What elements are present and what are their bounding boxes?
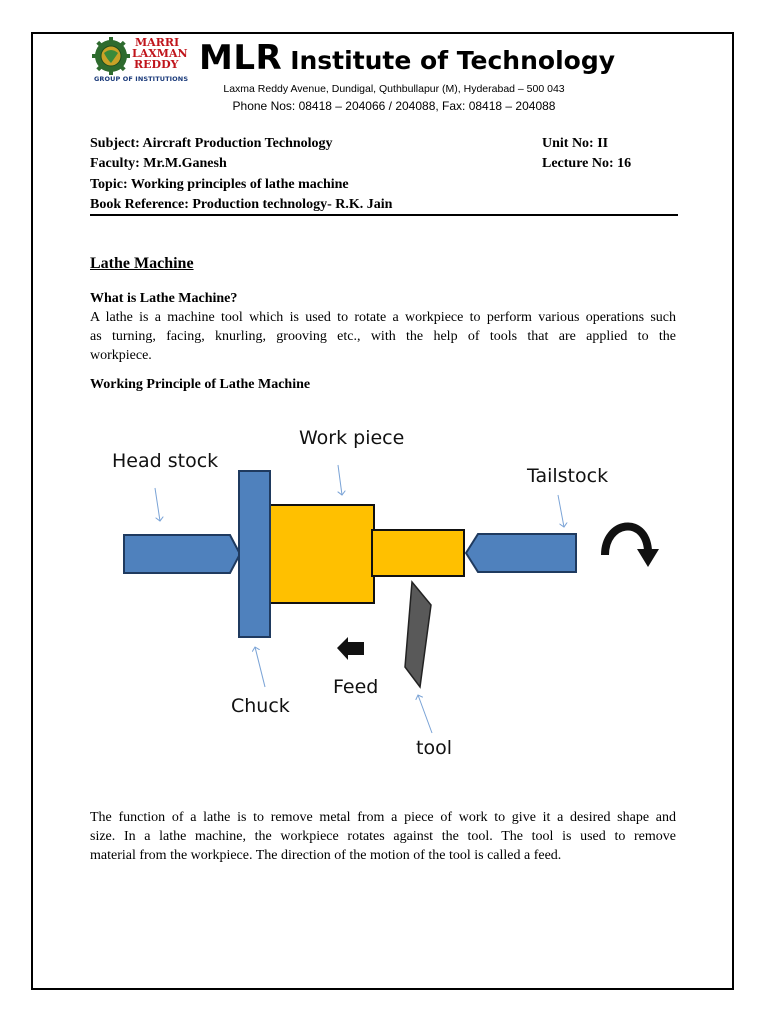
unit-line: Unit No: II [542, 136, 609, 151]
paragraph-line: as turning, facing, knurling, grooving etc., with the help of tools that are applied to the [90, 329, 676, 344]
label-tailstock: Tailstock [527, 465, 609, 487]
workpiece-large [268, 505, 374, 603]
faculty-line: Faculty: Mr.M.Ganesh [90, 156, 227, 171]
workpiece-pointer [338, 465, 342, 495]
tailstock [466, 534, 576, 572]
section-title: Lathe Machine [90, 255, 194, 272]
logo-group-text: GROUP OF INSTITUTIONS [94, 75, 189, 83]
cutting-tool [405, 582, 431, 687]
subject-line: Subject: Aircraft Production Technology [90, 136, 333, 151]
institute-name [199, 38, 615, 78]
working-principle-heading: Working Principle of Lathe Machine [90, 377, 311, 392]
label-tool: tool [416, 737, 452, 759]
topic-line: Topic: Working principles of lathe machine [90, 177, 349, 192]
tailstock-pointer [558, 495, 564, 527]
tool-pointer [418, 695, 432, 733]
institution-logo [92, 37, 196, 85]
headstock-pointer [155, 488, 160, 521]
book-reference-line: Book Reference: Production technology- R.K. Jain [90, 197, 393, 212]
chuck-pointer [255, 647, 265, 687]
label-head-stock: Head stock [112, 450, 219, 472]
chuck [239, 471, 270, 637]
logo-line-reddy: REDDY [134, 58, 179, 71]
lathe-diagram [100, 415, 680, 785]
gear-globe-icon [92, 37, 132, 75]
paragraph-line: workpiece. [90, 348, 152, 363]
definition-paragraph [90, 308, 676, 365]
label-chuck: Chuck [231, 695, 290, 717]
paragraph-line: A lathe is a machine tool which is used to rotate a workpiece to perform various operations such [90, 310, 676, 325]
institute-address: Laxma Reddy Avenue, Dundigal, Quthbullapur (M), Hyderabad – 500 043 [223, 83, 565, 95]
label-work-piece: Work piece [299, 427, 405, 449]
lecture-line: Lecture No: 16 [542, 156, 632, 171]
feed-arrow-icon [337, 637, 364, 660]
institute-rest: Institute of Technology [290, 46, 616, 75]
function-paragraph [90, 808, 676, 865]
paragraph-line: size. In a lathe machine, the workpiece rotates against the tool. The tool is used to remove [90, 829, 676, 844]
label-feed: Feed [333, 676, 379, 698]
paragraph-line: The function of a lathe is to remove metal from a piece of work to give it a desired shape and [90, 810, 676, 825]
header-divider [90, 214, 678, 216]
paragraph-line: material from the workpiece. The direction of the motion of the tool is called a feed. [90, 848, 562, 863]
question-heading: What is Lathe Machine? [90, 291, 238, 306]
headstock-spindle [124, 535, 240, 573]
workpiece-small [372, 530, 464, 576]
logo-line-marri: MARRI [135, 36, 180, 49]
rotation-arrow-icon [605, 526, 659, 567]
logo-line-laxman: LAXMAN [132, 47, 188, 60]
institute-phone: Phone Nos: 08418 – 204066 / 204088, Fax: 08418 – 204088 [232, 99, 556, 113]
institute-short: MLR [199, 38, 283, 78]
